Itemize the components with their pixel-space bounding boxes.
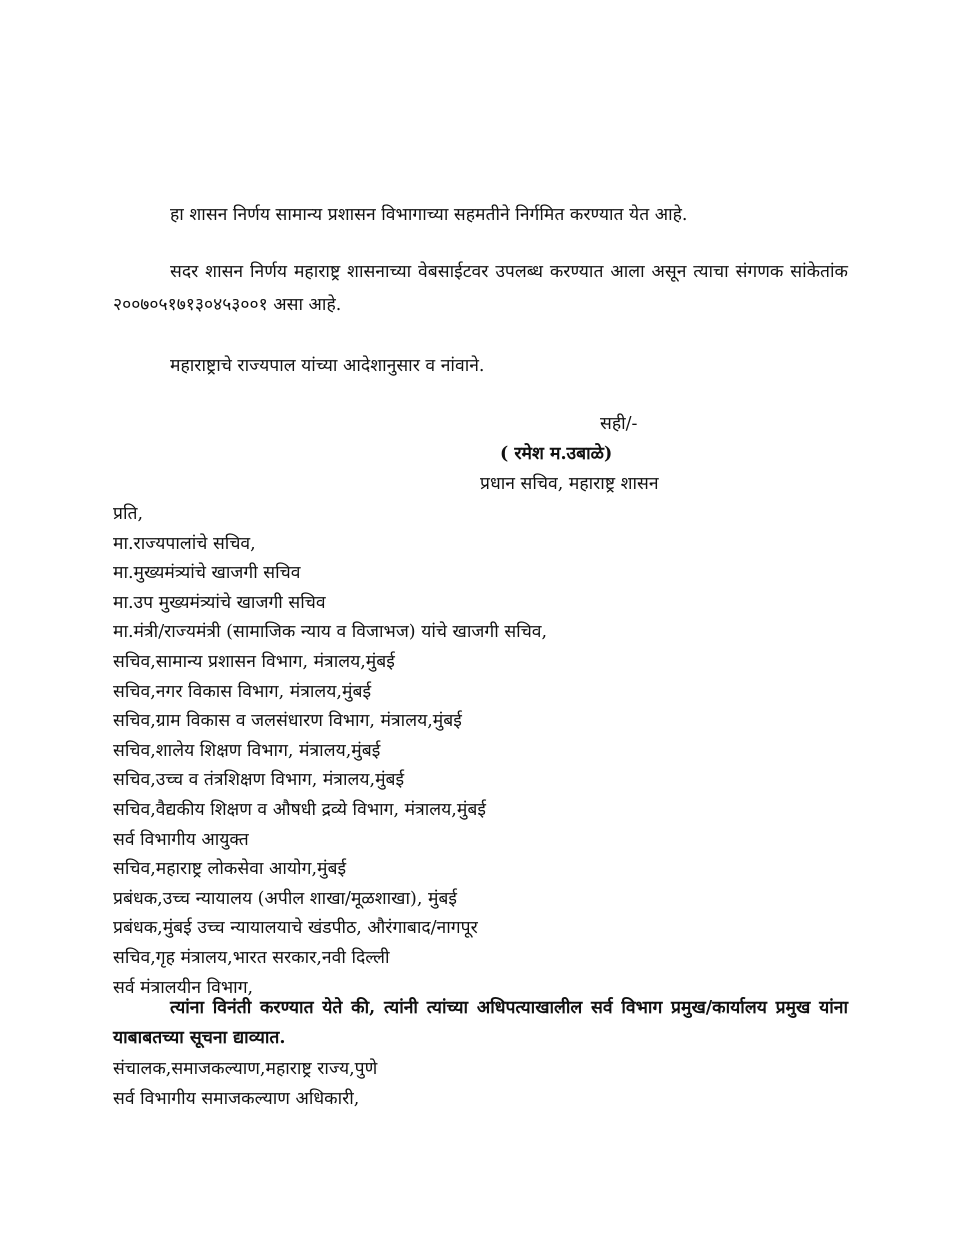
list-item: सचिव,नगर विकास विभाग, मंत्रालय,मुंबई	[113, 681, 372, 702]
governor-order-paragraph: महाराष्ट्राचे राज्यपाल यांच्या आदेशानुसार व नांवाने.	[170, 356, 485, 376]
signatory-designation: प्रधान सचिव, महाराष्ट्र शासन	[480, 474, 659, 494]
recipients-heading: प्रति,	[113, 504, 144, 524]
recipient-list	[113, 500, 853, 1003]
website-code-paragraph: सदर शासन निर्णय महाराष्ट्र शासनाच्या वेबसाईटवर उपलब्ध करण्यात आला असून त्याचा संगणक सांकेतांक २००७०५१७१३०४५३००१ असा आहे.	[113, 262, 848, 315]
list-item: मा.मंत्री/राज्यमंत्री (सामाजिक न्याय व विजाभज) यांचे खाजगी सचिव,	[113, 622, 548, 643]
list-item: सचिव,शालेय शिक्षण विभाग, मंत्रालय,मुंबई	[113, 740, 381, 761]
list-item: सचिव,सामान्य प्रशासन विभाग, मंत्रालय,मुंबई	[113, 651, 395, 672]
instruction-note: त्यांना विनंती करण्यात येते की, त्यांनी त्यांच्या अधिपत्याखालील सर्व विभाग प्रमुख/कार्यालय प्रमुख यांना याबाबतच्या सूचना द्याव्यात.	[113, 998, 848, 1048]
list-item: प्रबंधक,मुंबई उच्च न्यायालयाचे खंडपीठ, औरंगाबाद/नागपूर	[113, 918, 478, 939]
list-item: प्रबंधक,उच्च न्यायालय (अपील शाखा/मूळशाखा), मुंबई	[113, 888, 458, 909]
signatory-name: ( रमेश म.उबाळे)	[500, 444, 613, 464]
list-item: सचिव,गृह मंत्रालय,भारत सरकार,नवी दिल्ली	[113, 947, 390, 968]
concurrence-paragraph: हा शासन निर्णय सामान्य प्रशासन विभागाच्या सहमतीने निर्गमित करण्यात येत आहे.	[170, 205, 688, 225]
additional-recipient-list	[113, 1055, 377, 1114]
signature-mark: सही/-	[600, 414, 638, 434]
list-item: मा.उप मुख्यमंत्र्यांचे खाजगी सचिव	[113, 592, 326, 613]
list-item: सर्व विभागीय समाजकल्याण अधिकारी,	[113, 1088, 360, 1109]
list-item: सचिव,वैद्यकीय शिक्षण व औषधी द्रव्ये विभाग, मंत्रालय,मुंबई	[113, 799, 486, 820]
list-item: संचालक,समाजकल्याण,महाराष्ट्र राज्य,पुणे	[113, 1059, 378, 1079]
list-item: सचिव,ग्राम विकास व जलसंधारण विभाग, मंत्रालय,मुंबई	[113, 711, 462, 732]
list-item: सचिव,महाराष्ट्र लोकसेवा आयोग,मुंबई	[113, 859, 347, 880]
list-item: मा.मुख्यमंत्र्यांचे खाजगी सचिव	[113, 563, 301, 584]
list-item: सर्व मंत्रालयीन विभाग,	[113, 977, 254, 998]
list-item: सचिव,उच्च व तंत्रशिक्षण विभाग, मंत्रालय,मुंबई	[113, 770, 405, 791]
list-item: सर्व विभागीय आयुक्त	[113, 829, 249, 850]
list-item: मा.राज्यपालांचे सचिव,	[113, 533, 256, 554]
